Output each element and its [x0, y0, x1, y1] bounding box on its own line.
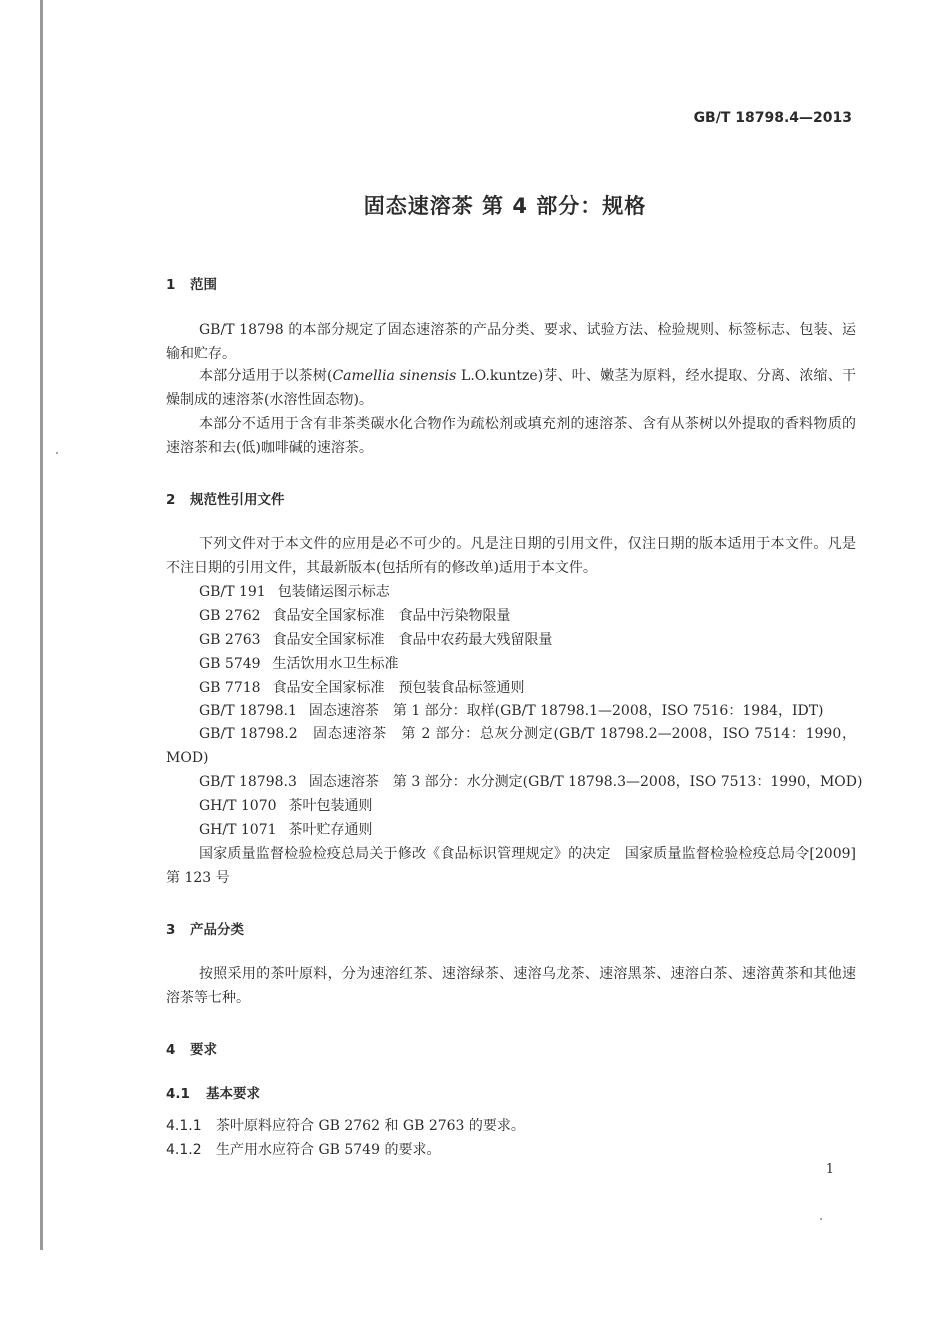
reference-item: GB 2762 食品安全国家标准 食品中污染物限量	[199, 608, 511, 624]
clause-item: 4.1.2 生产用水应符合 GB 5749 的要求。	[166, 1142, 441, 1158]
section-1-paragraph-1: GB/T 18798 的本部分规定了固态速溶茶的产品分类、要求、试验方法、检验规则、标签标志、包装、运输和贮存。	[166, 322, 856, 362]
reference-item: GB 7718 食品安全国家标准 预包装食品标签通则	[199, 680, 525, 696]
reference-item: GB 2763 食品安全国家标准 食品中农药最大残留限量	[199, 632, 553, 648]
scan-speck	[820, 1218, 822, 1220]
reference-item: GB/T 18798.1 固态速溶茶 第 1 部分：取样(GB/T 18798.1—2008，ISO 7516：1984，IDT)	[199, 703, 824, 719]
reference-item-wrapped: GB/T 18798.2 固态速溶茶 第 2 部分：总灰分测定(GB/T 18798.2—2008，ISO 7514：1990，MOD)	[166, 726, 856, 766]
section-4-heading: 4 要求	[166, 1042, 217, 1058]
section-3-heading: 3 产品分类	[166, 922, 244, 938]
reference-item: GB 5749 生活饮用水卫生标准	[199, 656, 399, 672]
clause-item: 4.1.1 茶叶原料应符合 GB 2762 和 GB 2763 的要求。	[166, 1118, 525, 1134]
page-number: 1	[825, 1162, 834, 1177]
reference-item-wrapped: 国家质量监督检验检疫总局关于修改《食品标识管理规定》的决定 国家质量监督检验检疫总局令[2009]第 123 号	[166, 846, 856, 886]
scan-speck	[56, 452, 58, 454]
reference-item: GH/T 1071 茶叶贮存通则	[199, 822, 373, 838]
section-3-paragraph: 按照采用的茶叶原料，分为速溶红茶、速溶绿茶、速溶乌龙茶、速溶黑茶、速溶白茶、速溶黄茶和其他速溶茶等七种。	[166, 966, 856, 1006]
reference-item: GH/T 1070 茶叶包装通则	[199, 798, 373, 814]
subsection-4-1-heading: 4.1 基本要求	[166, 1086, 260, 1102]
reference-item: GB/T 191 包装储运图示标志	[199, 584, 390, 600]
document-title: 固态速溶茶 第 4 部分：规格	[363, 194, 647, 218]
standard-code: GB/T 18798.4—2013	[693, 110, 852, 126]
section-1-paragraph-2: 本部分适用于以茶树(Camellia sinensis L.O.kuntze)芽、叶、嫩茎为原料，经水提取、分离、浓缩、干燥制成的速溶茶(水溶性固态物)。	[166, 368, 856, 408]
reference-item: GB/T 18798.3 固态速溶茶 第 3 部分：水分测定(GB/T 18798.3—2008，ISO 7513：1990，MOD)	[199, 774, 863, 790]
section-2-intro: 下列文件对于本文件的应用是必不可少的。凡是注日期的引用文件，仅注日期的版本适用于本文件。凡是不注日期的引用文件，其最新版本(包括所有的修改单)适用于本文件。	[166, 536, 856, 576]
section-1-paragraph-3: 本部分不适用于含有非茶类碳水化合物作为疏松剂或填充剂的速溶茶、含有从茶树以外提取的香料物质的速溶茶和去(低)咖啡碱的速溶茶。	[166, 416, 856, 456]
section-2-heading: 2 规范性引用文件	[166, 492, 285, 508]
section-1-heading: 1 范围	[166, 277, 217, 293]
